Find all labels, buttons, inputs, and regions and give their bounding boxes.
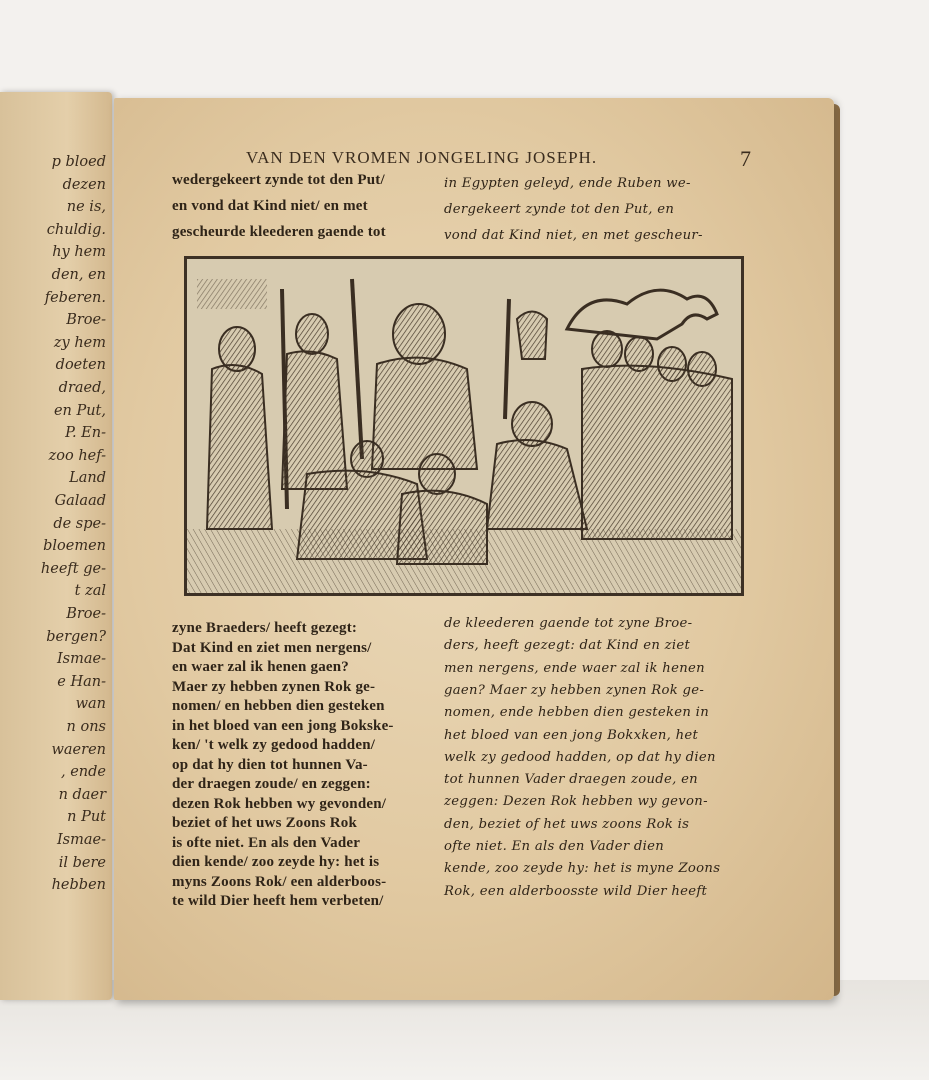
left-page-line: n ons xyxy=(66,719,106,735)
text-line: vond dat Kind niet, en met gescheur- xyxy=(444,228,703,243)
left-page-line: P. En- xyxy=(65,425,106,442)
text-line: tot hunnen Vader draegen zoude, en xyxy=(444,772,698,788)
left-page-line: Land xyxy=(69,470,106,487)
text-line: gescheurde kleederen gaende tot xyxy=(172,224,386,240)
text-line: in het bloed van een jong Bokske- xyxy=(172,717,394,734)
left-page-line: Broe- xyxy=(66,312,106,329)
text-line: en waer zal ik henen gaen? xyxy=(172,659,350,675)
text-line: is ofte niet. En als den Vader xyxy=(172,834,361,851)
left-page-line: en Put, xyxy=(53,402,106,419)
text-line: zeggen: Dezen Rok hebben wy gevon- xyxy=(444,794,708,810)
text-line: dergekeert zynde tot den Put, en xyxy=(444,202,675,217)
left-page-line: hebben xyxy=(51,877,106,894)
text-line: ken/ 't welk zy gedood hadden/ xyxy=(172,737,376,753)
left-page-line: il bere xyxy=(58,854,106,871)
left-page-line: chuldig. xyxy=(46,221,106,238)
page-number: 7 xyxy=(740,146,751,171)
left-page-line: Galaad xyxy=(54,493,106,509)
text-line: der draegen zoude/ en zeggen: xyxy=(172,776,371,792)
left-page-line: doeten xyxy=(55,357,106,374)
text-line: wedergekeert zynde tot den Put/ xyxy=(172,172,385,188)
left-page-line: bloemen xyxy=(43,538,106,555)
text-line: welk zy gedood hadden, op dat hy dien xyxy=(444,749,716,765)
left-page-line: , ende xyxy=(60,764,106,781)
text-line: nomen, ende hebben dien gesteken in xyxy=(444,705,709,721)
left-page-line: de spe- xyxy=(53,515,106,532)
left-page-line: n Put xyxy=(67,809,106,826)
text-line: op dat hy dien tot hunnen Va- xyxy=(172,756,368,773)
running-head: VAN DEN VROMEN JONGELING JOSEPH. xyxy=(246,148,598,167)
left-page-line: heeft ge- xyxy=(40,560,106,577)
text-line: dezen Rok hebben wy gevonden/ xyxy=(172,795,387,812)
left-page-line: e Han- xyxy=(57,673,106,690)
woodcut-image xyxy=(187,259,741,593)
text-line: beziet of het uws Zoons Rok xyxy=(172,815,357,831)
text-line: myns Zoons Rok/ een alderboos- xyxy=(172,873,387,890)
left-page-line: waeren xyxy=(51,741,106,758)
text-line: in Egypten geleyd, ende Ruben we- xyxy=(444,176,691,191)
left-page-line: hy hem xyxy=(52,244,106,261)
left-page-line: bergen? xyxy=(46,628,106,645)
left-page-line: zy hem xyxy=(53,334,106,351)
left-page-line: wan xyxy=(75,696,106,713)
left-page-line: t zal xyxy=(74,583,106,600)
left-page-line: dezen xyxy=(62,176,106,193)
left-page-line: den, en xyxy=(51,267,106,283)
left-page-line: n daer xyxy=(58,786,106,803)
text-line: het bloed van een jong Bokxken, het xyxy=(444,727,699,743)
left-page-line: draed, xyxy=(58,380,106,396)
left-page-line: Ismae- xyxy=(56,832,106,848)
text-line: ders, heeft gezegt: dat Kind en ziet xyxy=(444,638,691,654)
text-line: ofte niet. En als den Vader dien xyxy=(444,839,665,854)
text-line: Maer zy hebben zynen Rok ge- xyxy=(172,678,376,695)
text-line: zyne Braeders/ heeft gezegt: xyxy=(172,620,358,636)
woodcut-illustration xyxy=(184,256,744,596)
left-page-line: Ismae- xyxy=(56,651,106,668)
text-line: Dat Kind en ziet men nergens/ xyxy=(172,639,372,656)
left-page xyxy=(0,92,112,1000)
text-line: den, beziet of het uws zoons Rok is xyxy=(444,816,690,832)
text-line: en vond dat Kind niet/ en met xyxy=(172,198,368,214)
left-page-line: Broe- xyxy=(66,606,106,622)
left-page-line: ne is, xyxy=(66,199,106,216)
left-page-line: zoo hef- xyxy=(48,447,106,464)
text-line: gaen? Maer zy hebben zynen Rok ge- xyxy=(444,682,705,698)
left-page-line: p bloed xyxy=(51,154,106,170)
text-line: dien kende/ zoo zeyde hy: het is xyxy=(172,854,380,870)
text-line: nomen/ en hebben dien gesteken xyxy=(172,698,385,714)
text-line: Rok, een alderboosste wild Dier heeft xyxy=(444,883,708,899)
text-line: men nergens, ende waer zal ik henen xyxy=(444,660,705,676)
text-line: te wild Dier heeft hem verbeten/ xyxy=(172,893,384,909)
text-line: de kleederen gaende tot zyne Broe- xyxy=(444,616,693,631)
text-line: kende, zoo zeyde hy: het is myne Zoons xyxy=(444,861,721,877)
left-page-line: feberen. xyxy=(44,289,106,306)
